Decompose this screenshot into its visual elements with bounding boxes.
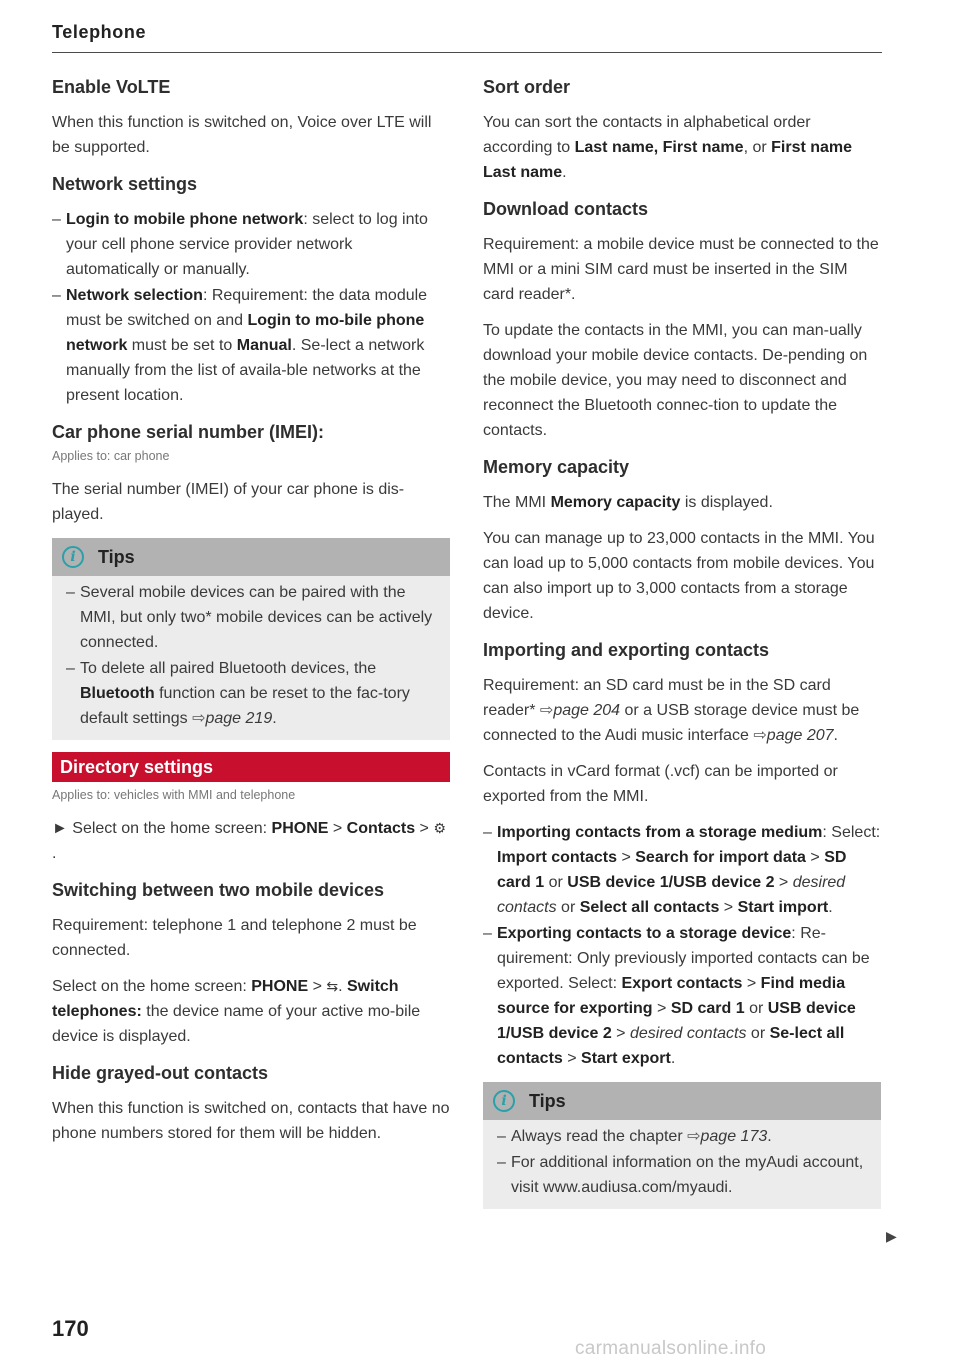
dash: – — [497, 1128, 506, 1145]
text: . — [670, 1050, 676, 1067]
separator: > — [562, 1050, 582, 1067]
tip-item — [497, 1150, 867, 1200]
text: must be set to — [127, 337, 237, 354]
network-item-selection — [52, 283, 450, 408]
text: : Requirement: the data module must be switched on and — [66, 287, 428, 329]
separator: > — [742, 975, 761, 992]
applies-to: Applies to: vehicles with MMI and telephone — [52, 788, 296, 802]
right-column — [483, 74, 881, 1219]
network-selection-label: Network selection — [66, 287, 203, 304]
vcard-text: Contacts in vCard format (.vcf) can be imported or exported from the MMI. — [483, 763, 838, 805]
contacts-ref: Contacts — [346, 820, 416, 837]
separator: > — [415, 820, 434, 837]
text: desired contacts — [497, 874, 846, 916]
export-item — [483, 921, 881, 1071]
text: . — [833, 727, 838, 744]
tip-text: To delete all paired Bluetooth devices, the — [80, 660, 377, 677]
menu-ref: Import contacts — [497, 849, 618, 866]
phone-ref: PHONE — [271, 820, 329, 837]
network-item-login — [52, 207, 450, 282]
tip-item — [66, 580, 436, 655]
text: , or — [743, 139, 772, 156]
text: Select: — [826, 824, 881, 841]
import-label: Importing contacts from a storage medium — [497, 824, 823, 841]
import-requirement — [483, 673, 881, 748]
directory-step — [52, 816, 450, 866]
page-link[interactable]: page 207 — [766, 727, 834, 744]
download-heading: Download contacts — [483, 199, 649, 219]
text: the device name of your active mo-bile device is displayed. — [52, 1003, 421, 1045]
download-requirement: Requirement: a mobile device must be connected to the MMI or a mini SIM card must be inserted in the SIM card reader*. — [483, 236, 879, 303]
separator: > — [719, 899, 738, 916]
download-text: To update the contacts in the MMI, you can man-ually download your mobile device contacts. De-pending on the mobile device, you may need to disconnect and reconnect the Bluetooth connec-tion to update the contacts. — [483, 322, 868, 439]
option-ref: Last name, First name — [574, 139, 744, 156]
menu-ref: USB device 1/USB device 2 — [497, 1000, 856, 1042]
switch-telephones-ref: Switch telephones: — [52, 978, 399, 1020]
tips-header — [483, 1082, 881, 1120]
tip-item — [497, 1124, 867, 1149]
text: . Se-lect a network manually from the list of availa-ble networks at the present location. — [66, 337, 425, 404]
text: : Re-quirement: Only previously imported contacts can be exported. Select: — [497, 925, 870, 992]
tip-text: For additional information on the myAudi account, visit www.audiusa.com/myaudi. — [511, 1154, 864, 1196]
separator: > — [308, 978, 327, 995]
menu-ref: Start import — [737, 899, 829, 916]
text: . — [767, 1128, 772, 1145]
menu-ref: SD card 1 — [670, 1000, 745, 1017]
import-item — [483, 820, 881, 920]
enable-volte-text: When this function is switched on, Voice over LTE will be supported. — [52, 114, 432, 156]
menu-ref: Select all contacts — [579, 899, 720, 916]
page-link[interactable]: page 219 — [205, 710, 273, 727]
switching-heading: Switching between two mobile devices — [52, 880, 385, 900]
text: or — [544, 874, 568, 891]
left-column — [52, 74, 450, 1157]
sort-order-heading: Sort order — [483, 77, 571, 97]
dash: – — [483, 925, 492, 942]
imei-heading: Car phone serial number (IMEI): — [52, 422, 325, 442]
imei-text: The serial number (IMEI) of your car phone is dis-played. — [52, 481, 405, 523]
tips-box — [52, 538, 450, 740]
memory-limits: You can manage up to 23,000 contacts in the MMI. You can load up to 5,000 contacts from mobile devices. You can also import up to 3,000 contacts from a storage device. — [483, 530, 875, 622]
menu-ref: Find media source for exporting — [497, 975, 846, 1017]
gear-icon: ⚙ — [433, 820, 446, 836]
text: or a USB storage device must be connected to the Audi music interface — [483, 702, 860, 744]
watermark: carmanualsonline.info — [575, 1338, 767, 1359]
tips-body — [52, 576, 450, 740]
menu-ref: Search for import data — [635, 849, 806, 866]
separator: > — [774, 874, 793, 891]
page-header — [52, 22, 882, 53]
page-number: 170 — [52, 1316, 89, 1341]
dash: – — [483, 824, 492, 841]
text: You can sort the contacts in alphabetical order according to — [483, 114, 811, 156]
hide-grayed-text: When this function is switched on, contacts that have no phone numbers stored for them will be hidden. — [52, 1100, 450, 1142]
text: or — [744, 1000, 768, 1017]
network-settings-heading: Network settings — [52, 174, 198, 194]
text: . — [338, 978, 347, 995]
page-link[interactable]: page 173 — [700, 1128, 768, 1145]
menu-ref: Se-lect all contacts — [497, 1025, 845, 1067]
text: . — [562, 164, 567, 181]
memory-ref: Memory capacity — [550, 494, 681, 511]
dash: – — [497, 1154, 506, 1171]
switch-phone-icon: ⇆ — [326, 978, 339, 994]
page-ref-arrow-icon: ⇨ — [192, 710, 206, 727]
sort-order-text — [483, 110, 881, 185]
import-export-heading: Importing and exporting contacts — [483, 640, 770, 660]
separator: > — [617, 849, 636, 866]
text: is displayed. — [680, 494, 773, 511]
menu-ref: Start export — [581, 1050, 671, 1067]
text: Requirement: an SD card must be in the SD card reader* — [483, 677, 831, 719]
info-icon: i — [493, 1090, 515, 1112]
menu-ref: Export contacts — [621, 975, 743, 992]
switching-step — [52, 974, 450, 1049]
option-ref: First name Last name — [483, 139, 853, 181]
directory-settings-banner: Directory settings — [52, 752, 450, 782]
page-ref-arrow-icon: ⇨ — [753, 727, 767, 744]
switching-requirement: Requirement: telephone 1 and telephone 2 must be connected. — [52, 917, 417, 959]
separator: > — [805, 849, 825, 866]
menu-ref: SD card 1 — [497, 849, 847, 891]
hide-grayed-heading: Hide grayed-out contacts — [52, 1063, 269, 1083]
manual-ref: Manual — [236, 337, 292, 354]
dash: – — [52, 211, 61, 228]
tips-title: Tips — [98, 546, 135, 567]
memory-text — [483, 490, 881, 515]
chapter-title: Telephone — [52, 22, 147, 42]
dash: – — [66, 584, 75, 601]
tip-text: function can be reset to the fac-tory default settings — [80, 685, 410, 727]
tip-text: Several mobile devices can be paired with the MMI, but only two* mobile devices can be actively connected. — [80, 584, 433, 651]
login-text: : select to log into your cell phone service provider network automatically or manually. — [66, 211, 428, 278]
bluetooth-ref: Bluetooth — [80, 685, 155, 702]
text: . — [828, 899, 833, 916]
separator: > — [652, 1000, 671, 1017]
login-label: Login to mobile phone network — [66, 211, 304, 228]
dash: – — [66, 660, 75, 677]
phone-ref: PHONE — [251, 978, 309, 995]
separator: > — [611, 1025, 630, 1042]
page-ref-arrow-icon: ⇨ — [687, 1128, 701, 1145]
tips-body — [483, 1120, 881, 1209]
tips-title: Tips — [529, 1090, 566, 1111]
text: The MMI — [483, 494, 551, 511]
applies-to: Applies to: car phone — [52, 449, 170, 463]
text: Select on the home screen: — [52, 978, 252, 995]
text: desired contacts — [629, 1025, 747, 1042]
login-ref: Login to mo-bile phone network — [66, 312, 425, 354]
continue-arrow-icon: ▶ — [886, 1228, 897, 1244]
menu-ref: USB device 1/USB device 2 — [567, 874, 775, 891]
page-link[interactable]: page 204 — [553, 702, 621, 719]
text: . — [52, 845, 57, 862]
text: ► Select on the home screen: — [52, 820, 272, 837]
enable-volte-heading: Enable VoLTE — [52, 77, 171, 97]
separator: > — [328, 820, 347, 837]
tip-item — [66, 656, 436, 731]
text: : — [822, 824, 827, 841]
tips-header — [52, 538, 450, 576]
page-ref-arrow-icon: ⇨ — [539, 702, 554, 719]
tip-text: Always read the chapter — [511, 1128, 688, 1145]
text: or — [556, 899, 580, 916]
text: or — [746, 1025, 770, 1042]
dash: – — [52, 287, 61, 304]
export-label: Exporting contacts to a storage device — [497, 925, 792, 942]
info-icon: i — [62, 546, 84, 568]
text: . — [272, 710, 277, 727]
tips-box — [483, 1082, 881, 1209]
memory-heading: Memory capacity — [483, 457, 630, 477]
